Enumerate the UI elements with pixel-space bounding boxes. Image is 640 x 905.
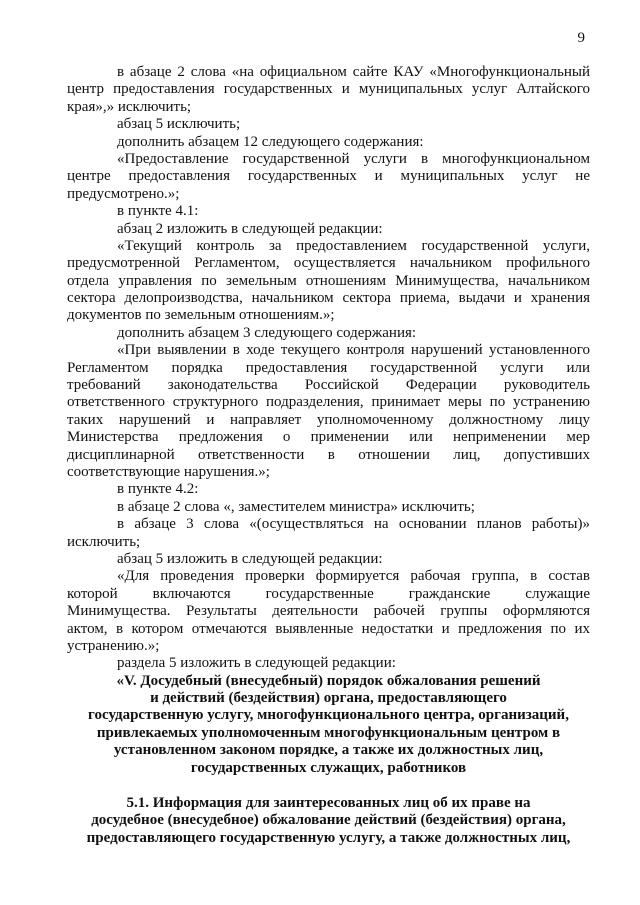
section-heading-line: досудебное (внесудебное) обжалование действий (бездействия) органа, bbox=[91, 812, 566, 829]
text-line: дисциплинарной ответственности в отношении лиц, допустивших bbox=[67, 446, 590, 463]
text-line: в абзаце 2 слова «, заместителем министра» исключить; bbox=[117, 498, 475, 515]
text-line: отдела управления по земельным отношениям Минимущества, начальником bbox=[67, 272, 590, 289]
text-line: Министерства предложения о применении или неприменении мер bbox=[67, 429, 590, 446]
text-line: актом, в котором отмечаются выявленные недостатки и предложения по их bbox=[67, 620, 590, 637]
text-line: исключить; bbox=[67, 533, 141, 550]
text-line: таких нарушений и направляет уполномоченному должностному лицу bbox=[67, 411, 590, 428]
text-line: в абзаце 3 слова «(осуществляться на основании планов работы)» bbox=[117, 516, 590, 533]
text-line: в пункте 4.2: bbox=[117, 481, 199, 498]
section-heading-line: предоставляющего государственную услугу, а также должностных лиц, bbox=[86, 829, 571, 846]
text-line: «Текущий контроль за предоставлением государственной услуги, bbox=[117, 237, 590, 254]
section-heading-line: 5.1. Информация для заинтересованных лиц об их праве на bbox=[126, 795, 531, 812]
text-line bbox=[67, 777, 590, 795]
text-line: сектора делопроизводства, начальником сектора приема, выдачи и хранения bbox=[67, 290, 590, 307]
text-line: предусмотренной Регламентом, осуществляется начальником профильного bbox=[67, 255, 590, 272]
text-line: соответствующие нарушения.»; bbox=[67, 463, 270, 480]
section-heading-line: государственную услугу, многофункционального центра, организаций, bbox=[88, 707, 569, 724]
text-line: абзац 2 изложить в следующей редакции: bbox=[117, 220, 383, 237]
page-number: 9 bbox=[577, 30, 585, 46]
text-line: «При выявлении в ходе текущего контроля нарушений установленного bbox=[117, 342, 590, 359]
section-heading-line: государственных служащих, работников bbox=[190, 759, 467, 776]
text-line: устранению.»; bbox=[67, 637, 160, 654]
text-line: в абзаце 2 слова «на официальном сайте КАУ «Многофункциональный bbox=[117, 64, 590, 80]
text-line: «Для проведения проверки формируется рабочая группа, в состав bbox=[117, 568, 590, 585]
document-body bbox=[67, 64, 590, 847]
text-line: центр предоставления государственных и муниципальных услуг Алтайского bbox=[67, 81, 590, 98]
text-line: Регламентом порядка предоставления государственной услуги или bbox=[67, 359, 590, 376]
text-line: раздела 5 изложить в следующей редакции: bbox=[117, 655, 396, 672]
text-line: документов по земельным отношениям.»; bbox=[67, 307, 335, 324]
text-line: ответственного структурного подразделения, принимает меры по устранению bbox=[67, 394, 590, 411]
text-line: требований законодательства Российской Федерации руководитель bbox=[67, 377, 590, 394]
text-line: предусмотрено.»; bbox=[67, 185, 180, 202]
text-line: дополнить абзацем 3 следующего содержания: bbox=[117, 324, 417, 341]
text-line: «Предоставление государственной услуги в многофункциональном bbox=[117, 150, 590, 167]
text-line: абзац 5 изложить в следующей редакции: bbox=[117, 550, 383, 567]
text-line: абзац 5 исключить; bbox=[117, 116, 241, 133]
text-line: Минимущества. Результаты деятельности рабочей группы оформляются bbox=[67, 603, 590, 620]
text-line: в пункте 4.1: bbox=[117, 203, 199, 220]
section-heading-line: установленном законом порядке, а также их должностных лиц, bbox=[113, 742, 544, 759]
text-line: края»,» исключить; bbox=[67, 98, 192, 115]
section-heading-line: привлекаемых уполномоченным многофункциональным центром в bbox=[96, 724, 561, 741]
text-line: дополнить абзацем 12 следующего содержания: bbox=[117, 133, 424, 150]
section-heading-line: и действий (бездействия) органа, предоставляющего bbox=[150, 690, 507, 707]
text-line: центре предоставления государственных и муниципальных услуг не bbox=[67, 168, 590, 185]
text-line: которой включаются государственные гражданские служащие bbox=[67, 585, 590, 602]
section-heading-line: «V. Досудебный (внесудебный) порядок обжалования решений bbox=[116, 672, 541, 689]
